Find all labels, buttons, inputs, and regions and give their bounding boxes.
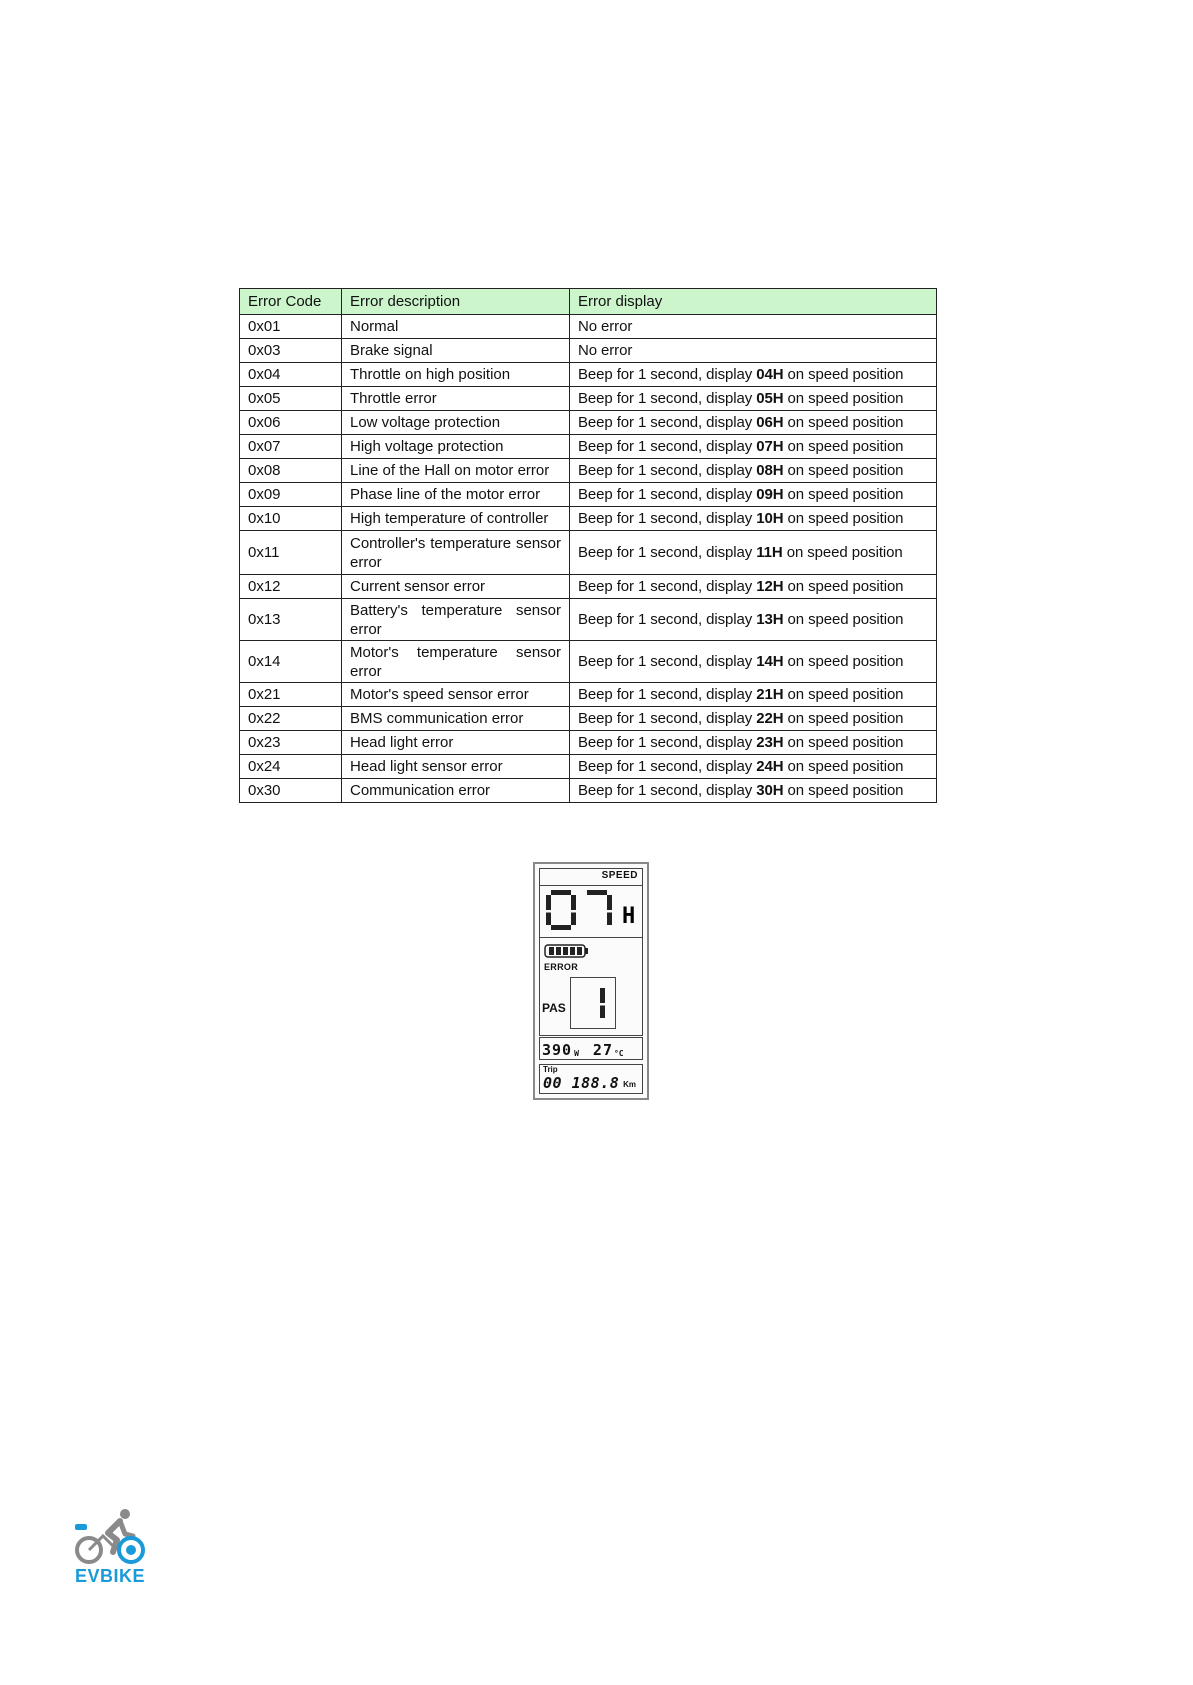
display-text-prefix: Beep for 1 second, display [578, 611, 757, 628]
error-description-cell: Throttle on high position [342, 363, 570, 387]
table-row [240, 641, 937, 683]
table-body [240, 315, 937, 803]
display-text-prefix: Beep for 1 second, display [578, 578, 757, 595]
error-description-cell: Motor's speed sensor error [342, 683, 570, 707]
table-row [240, 459, 937, 483]
error-code-cell: 0x09 [240, 483, 342, 507]
lcd-trip-panel [539, 1064, 643, 1094]
table-header-row [240, 289, 937, 315]
table-row [240, 435, 937, 459]
lcd-divider [540, 885, 642, 886]
display-text-suffix: on speed position [783, 366, 904, 383]
lcd-display-illustration [533, 862, 649, 1100]
display-text-suffix: on speed position [783, 686, 904, 703]
battery-bar [556, 947, 561, 955]
error-display-cell [570, 755, 937, 779]
error-code-cell: 0x21 [240, 683, 342, 707]
error-code-cell: 0x04 [240, 363, 342, 387]
display-code: 04H [756, 366, 784, 383]
error-description-cell: Line of the Hall on motor error [342, 459, 570, 483]
display-code: 22H [756, 710, 784, 727]
error-display-cell [570, 731, 937, 755]
display-text-prefix: Beep for 1 second, display [578, 414, 757, 431]
lcd-pas-label: PAS [542, 1001, 566, 1015]
display-text-suffix: on speed position [783, 438, 904, 455]
error-code-cell: 0x24 [240, 755, 342, 779]
error-display-cell [570, 507, 937, 531]
display-code: 13H [756, 611, 784, 628]
cyclist-icon [73, 1506, 153, 1566]
pas-level-box [570, 977, 616, 1029]
lcd-digit [546, 890, 576, 930]
display-code: 10H [756, 510, 784, 527]
table-row [240, 575, 937, 599]
table-row [240, 707, 937, 731]
error-code-cell: 0x22 [240, 707, 342, 731]
display-text-prefix: Beep for 1 second, display [578, 544, 757, 561]
display-code: 14H [756, 653, 784, 670]
error-code-cell: 0x23 [240, 731, 342, 755]
battery-bar [549, 947, 554, 955]
error-code-cell: 0x11 [240, 531, 342, 575]
display-text-suffix: on speed position [783, 710, 904, 727]
pas-level-digit [575, 981, 611, 1025]
lcd-code-suffix: H [622, 904, 636, 929]
display-text-suffix: on speed position [782, 544, 903, 561]
table-row [240, 387, 937, 411]
display-code: 06H [756, 414, 784, 431]
lcd-main-panel [539, 868, 643, 1036]
table-row [240, 507, 937, 531]
table-row [240, 599, 937, 641]
display-code: 05H [756, 390, 784, 407]
lcd-divider [540, 937, 642, 938]
display-text-prefix: Beep for 1 second, display [578, 390, 757, 407]
error-description-cell: Controller's temperature sensor error [342, 531, 570, 575]
display-code: 12H [756, 578, 784, 595]
table-row [240, 779, 937, 803]
header-error-code: Error Code [240, 289, 342, 315]
error-description-cell: High temperature of controller [342, 507, 570, 531]
error-code-cell: 0x06 [240, 411, 342, 435]
error-description-cell: Battery's temperature sensor error [342, 599, 570, 641]
error-description-cell: BMS communication error [342, 707, 570, 731]
error-description-cell: Normal [342, 315, 570, 339]
display-code: 30H [756, 782, 784, 799]
display-text-prefix: Beep for 1 second, display [578, 782, 757, 799]
display-text-prefix: Beep for 1 second, display [578, 438, 757, 455]
error-description-cell: Low voltage protection [342, 411, 570, 435]
pas-digit-segments [600, 988, 605, 1018]
lcd-power-temp-row [539, 1037, 643, 1060]
error-display-cell [570, 599, 937, 641]
display-code: 24H [756, 758, 784, 775]
display-code: 11H [756, 544, 783, 561]
error-code-cell: 0x08 [240, 459, 342, 483]
display-text-suffix: on speed position [783, 734, 904, 751]
error-display-cell [570, 707, 937, 731]
display-text-prefix: Beep for 1 second, display [578, 486, 757, 503]
display-text-prefix: Beep for 1 second, display [578, 710, 757, 727]
table-row [240, 755, 937, 779]
display-text-suffix: on speed position [783, 510, 904, 527]
error-code-cell: 0x13 [240, 599, 342, 641]
display-code: 23H [756, 734, 784, 751]
battery-bar [563, 947, 568, 955]
temperature-unit: °C [613, 1049, 624, 1058]
display-code: 08H [756, 462, 784, 479]
power-unit: W [574, 1049, 579, 1058]
table-row [240, 411, 937, 435]
battery-bar [570, 947, 575, 955]
temperature-value: 27 [592, 1041, 613, 1059]
display-text-suffix: on speed position [783, 653, 904, 670]
display-code: 07H [756, 438, 784, 455]
error-code-cell: 0x30 [240, 779, 342, 803]
trip-value: 00 188.8 [543, 1074, 620, 1092]
display-text-prefix: Beep for 1 second, display [578, 510, 757, 527]
display-text-prefix: Beep for 1 second, display [578, 653, 757, 670]
error-code-cell: 0x03 [240, 339, 342, 363]
error-display-cell [570, 387, 937, 411]
error-display-cell [570, 575, 937, 599]
table-row [240, 483, 937, 507]
error-display-cell [570, 363, 937, 387]
battery-bar [577, 947, 582, 955]
display-text-suffix: on speed position [783, 390, 904, 407]
logo-text: EVBIKE [75, 1566, 146, 1586]
display-text-prefix: Beep for 1 second, display [578, 366, 757, 383]
display-text-prefix: Beep for 1 second, display [578, 462, 757, 479]
error-display-cell: No error [570, 339, 937, 363]
display-text-suffix: on speed position [783, 414, 904, 431]
error-display-cell: No error [570, 315, 937, 339]
error-code-cell: 0x01 [240, 315, 342, 339]
error-display-cell [570, 531, 937, 575]
lcd-error-label: ERROR [544, 962, 579, 972]
error-description-cell: Head light error [342, 731, 570, 755]
table-row [240, 339, 937, 363]
table-row [240, 683, 937, 707]
error-display-cell [570, 779, 937, 803]
error-display-cell [570, 641, 937, 683]
display-text-suffix: on speed position [783, 758, 904, 775]
error-code-cell: 0x12 [240, 575, 342, 599]
error-description-cell: Head light sensor error [342, 755, 570, 779]
lcd-error-code-digits [544, 889, 644, 931]
evbike-logo [73, 1506, 153, 1590]
table-row [240, 531, 937, 575]
error-description-cell: Communication error [342, 779, 570, 803]
error-display-cell [570, 683, 937, 707]
display-text-suffix: on speed position [783, 782, 904, 799]
header-error-display: Error display [570, 289, 937, 315]
display-text-suffix: on speed position [783, 611, 904, 628]
error-description-cell: Current sensor error [342, 575, 570, 599]
trip-label: Trip [543, 1065, 558, 1074]
trip-unit: Km [623, 1080, 636, 1089]
display-text-prefix: Beep for 1 second, display [578, 686, 757, 703]
power-value: 390 [542, 1041, 573, 1059]
error-description-cell: High voltage protection [342, 435, 570, 459]
display-text-prefix: Beep for 1 second, display [578, 758, 757, 775]
lcd-speed-label: SPEED [601, 870, 638, 881]
display-text-suffix: on speed position [783, 462, 904, 479]
error-code-cell: 0x10 [240, 507, 342, 531]
display-text-prefix: Beep for 1 second, display [578, 734, 757, 751]
display-text-suffix: on speed position [783, 578, 904, 595]
error-display-cell [570, 435, 937, 459]
error-description-cell: Brake signal [342, 339, 570, 363]
error-code-cell: 0x14 [240, 641, 342, 683]
error-code-cell: 0x07 [240, 435, 342, 459]
error-display-cell [570, 411, 937, 435]
battery-icon [544, 943, 590, 959]
display-code: 21H [756, 686, 784, 703]
error-code-table [239, 288, 937, 803]
battery-tip [585, 948, 588, 954]
error-display-cell [570, 459, 937, 483]
error-description-cell: Phase line of the motor error [342, 483, 570, 507]
display-text-suffix: on speed position [783, 486, 904, 503]
error-description-cell: Motor's temperature sensor error [342, 641, 570, 683]
display-code: 09H [756, 486, 784, 503]
table-row [240, 731, 937, 755]
error-description-cell: Throttle error [342, 387, 570, 411]
table-row [240, 363, 937, 387]
lcd-digit [587, 890, 612, 925]
table-row [240, 315, 937, 339]
header-error-description: Error description [342, 289, 570, 315]
error-code-cell: 0x05 [240, 387, 342, 411]
error-display-cell [570, 483, 937, 507]
